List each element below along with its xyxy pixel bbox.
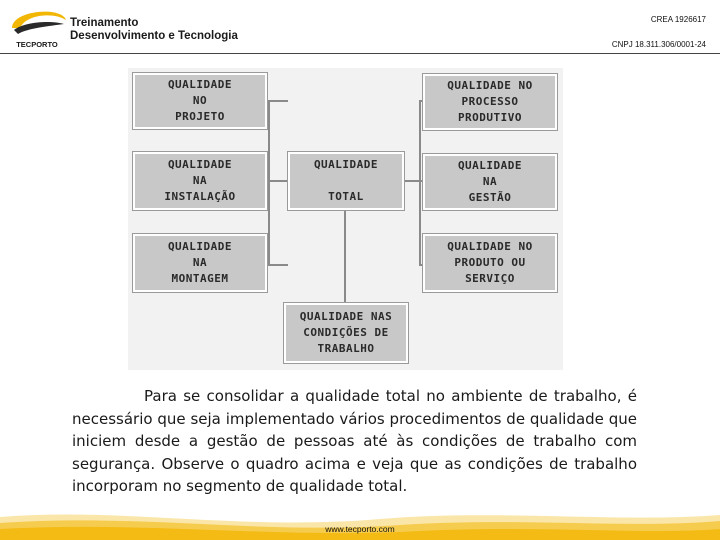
box-quality-assembly: QUALIDADE NA MONTAGEM <box>133 234 267 292</box>
box-quality-installation: QUALIDADE NA INSTALAÇÃO <box>133 152 267 210</box>
connector <box>404 180 420 182</box>
connector <box>268 264 288 266</box>
connector <box>419 100 421 266</box>
connector <box>268 100 270 266</box>
box-quality-work-conditions: QUALIDADE NAS CONDIÇÕES DE TRABALHO <box>284 303 408 363</box>
brand-line-1: Treinamento <box>70 17 139 29</box>
connector <box>268 180 288 182</box>
logo-text: TECPORTO <box>16 40 58 49</box>
footer-website-link[interactable]: www.tecporto.com <box>325 524 395 534</box>
footer-wave <box>0 505 720 540</box>
box-quality-design: QUALIDADE NO PROJETO <box>133 73 267 129</box>
connector <box>268 100 288 102</box>
crea-number: CREA 1926617 <box>650 15 706 24</box>
cnpj-number: CNPJ 18.311.306/0001-24 <box>611 40 706 49</box>
connector <box>344 211 346 303</box>
box-total-quality: QUALIDADE TOTAL <box>288 152 404 210</box>
box-quality-product-service: QUALIDADE NO PRODUTO OU SERVIÇO <box>423 234 557 292</box>
header-divider <box>0 53 720 54</box>
box-quality-production-process: QUALIDADE NO PROCESSO PRODUTIVO <box>423 74 557 130</box>
box-quality-management: QUALIDADE NA GESTÃO <box>423 154 557 210</box>
body-paragraph: Para se consolidar a qualidade total no ambiente de trabalho, é necessário que seja implementado vários procedimentos de qualidade que iniciem desde a gestão de pessoas até às condições de trabalho com segurança. Observe o quadro acima e veja que as condições de trabalho incorporam no segmento de qualidade total. <box>72 387 637 495</box>
tecporto-logo <box>6 4 68 50</box>
brand-line-2: Desenvolvimento e Tecnologia <box>70 30 238 42</box>
quality-diagram <box>128 68 563 370</box>
